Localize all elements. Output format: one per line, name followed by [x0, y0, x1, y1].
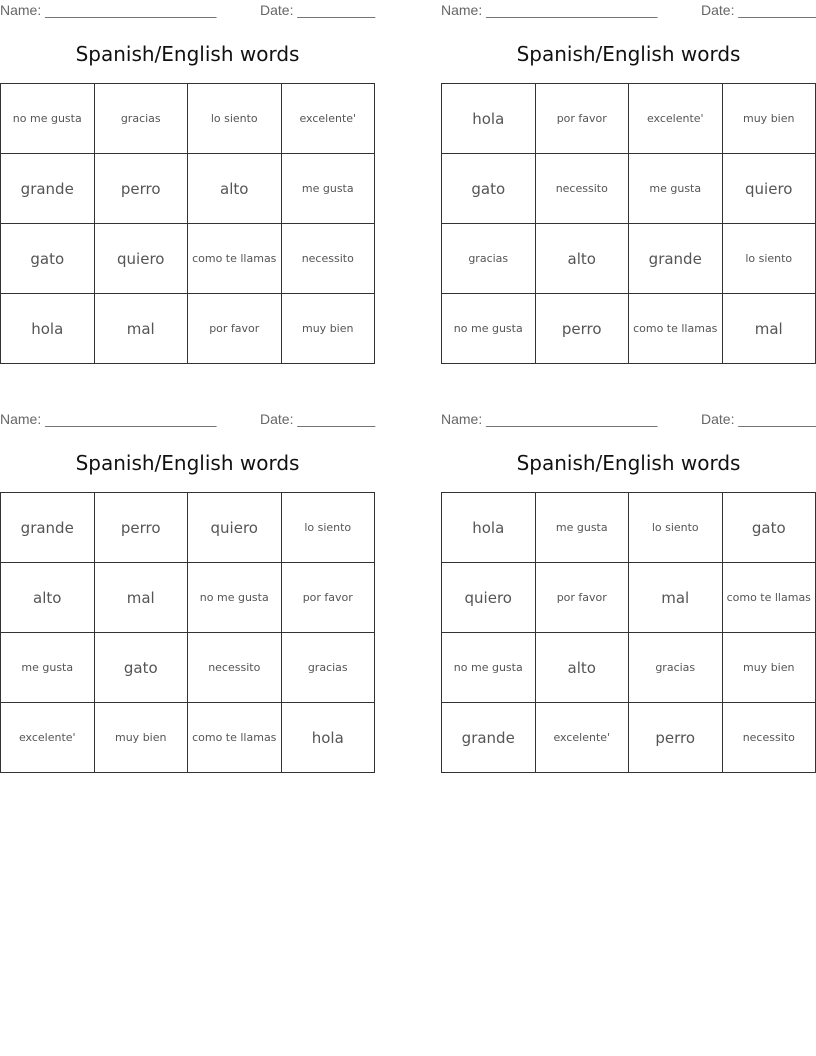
name-field-label: Name: ______________________	[0, 2, 217, 18]
grid-row	[1, 703, 375, 773]
grid-cell: muy bien	[722, 84, 816, 154]
grid-cell: necessito	[535, 154, 629, 224]
grid-cell: alto	[1, 563, 95, 633]
grid-cell: gracias	[94, 84, 188, 154]
grid-cell: mal	[94, 294, 188, 364]
grid-cell: perro	[629, 703, 723, 773]
bingo-grid	[0, 492, 375, 773]
grid-cell: excelente'	[535, 703, 629, 773]
grid-cell: me gusta	[281, 154, 375, 224]
grid-cell: muy bien	[94, 703, 188, 773]
date-field-label: Date: __________	[701, 411, 816, 427]
grid-cell: no me gusta	[442, 633, 536, 703]
grid-cell: excelente'	[1, 703, 95, 773]
grid-cell: grande	[629, 224, 723, 294]
bingo-grid	[441, 492, 816, 773]
grid-cell: quiero	[722, 154, 816, 224]
grid-cell: alto	[188, 154, 282, 224]
grid-cell: perro	[94, 154, 188, 224]
grid-cell: lo siento	[188, 84, 282, 154]
name-field-label: Name: ______________________	[441, 411, 658, 427]
card-title: Spanish/English words	[516, 42, 741, 66]
grid-row	[1, 224, 375, 294]
card-title: Spanish/English words	[75, 451, 300, 475]
grid-cell: no me gusta	[442, 294, 536, 364]
grid-cell: por favor	[188, 294, 282, 364]
grid-cell: por favor	[535, 563, 629, 633]
grid-cell: hola	[1, 294, 95, 364]
grid-row	[1, 633, 375, 703]
grid-cell: excelente'	[629, 84, 723, 154]
grid-cell: me gusta	[629, 154, 723, 224]
grid-row	[1, 154, 375, 224]
grid-row	[442, 84, 816, 154]
grid-cell: excelente'	[281, 84, 375, 154]
grid-row	[1, 563, 375, 633]
name-field-label: Name: ______________________	[0, 411, 217, 427]
grid-cell: muy bien	[281, 294, 375, 364]
grid-cell: necessito	[188, 633, 282, 703]
grid-cell: como te llamas	[722, 563, 816, 633]
date-field-label: Date: __________	[260, 411, 376, 427]
name-field-label: Name: ______________________	[441, 2, 658, 18]
grid-cell: perro	[94, 493, 188, 563]
name-date-line	[441, 2, 816, 20]
grid-cell: muy bien	[722, 633, 816, 703]
grid-cell: por favor	[535, 84, 629, 154]
grid-row	[442, 224, 816, 294]
name-date-line	[441, 411, 816, 429]
card-title: Spanish/English words	[516, 451, 741, 475]
grid-cell: por favor	[281, 563, 375, 633]
bingo-grid	[0, 83, 375, 364]
grid-cell: mal	[629, 563, 723, 633]
grid-cell: quiero	[94, 224, 188, 294]
grid-cell: me gusta	[1, 633, 95, 703]
grid-row	[442, 563, 816, 633]
grid-row	[1, 294, 375, 364]
grid-cell: gracias	[442, 224, 536, 294]
grid-cell: mal	[722, 294, 816, 364]
grid-cell: no me gusta	[1, 84, 95, 154]
grid-cell: grande	[1, 493, 95, 563]
grid-cell: lo siento	[281, 493, 375, 563]
card-title: Spanish/English words	[75, 42, 300, 66]
grid-cell: alto	[535, 633, 629, 703]
grid-cell: gato	[94, 633, 188, 703]
grid-cell: como te llamas	[629, 294, 723, 364]
grid-cell: necessito	[281, 224, 375, 294]
date-field-label: Date: __________	[260, 2, 376, 18]
grid-cell: gato	[1, 224, 95, 294]
grid-cell: lo siento	[722, 224, 816, 294]
grid-cell: me gusta	[535, 493, 629, 563]
grid-cell: hola	[442, 493, 536, 563]
grid-cell: gracias	[281, 633, 375, 703]
grid-cell: hola	[442, 84, 536, 154]
grid-cell: hola	[281, 703, 375, 773]
grid-cell: no me gusta	[188, 563, 282, 633]
grid-row	[442, 633, 816, 703]
grid-row	[1, 493, 375, 563]
grid-cell: perro	[535, 294, 629, 364]
grid-cell: como te llamas	[188, 703, 282, 773]
grid-cell: lo siento	[629, 493, 723, 563]
name-date-line	[0, 411, 380, 429]
grid-cell: gracias	[629, 633, 723, 703]
grid-cell: necessito	[722, 703, 816, 773]
grid-cell: gato	[722, 493, 816, 563]
grid-cell: grande	[442, 703, 536, 773]
grid-row	[1, 84, 375, 154]
grid-cell: grande	[1, 154, 95, 224]
grid-row	[442, 294, 816, 364]
grid-cell: quiero	[442, 563, 536, 633]
name-date-line	[0, 2, 380, 20]
grid-cell: mal	[94, 563, 188, 633]
grid-cell: quiero	[188, 493, 282, 563]
grid-row	[442, 493, 816, 563]
grid-cell: alto	[535, 224, 629, 294]
bingo-grid	[441, 83, 816, 364]
grid-cell: como te llamas	[188, 224, 282, 294]
grid-cell: gato	[442, 154, 536, 224]
date-field-label: Date: __________	[701, 2, 816, 18]
grid-row	[442, 154, 816, 224]
grid-row	[442, 703, 816, 773]
